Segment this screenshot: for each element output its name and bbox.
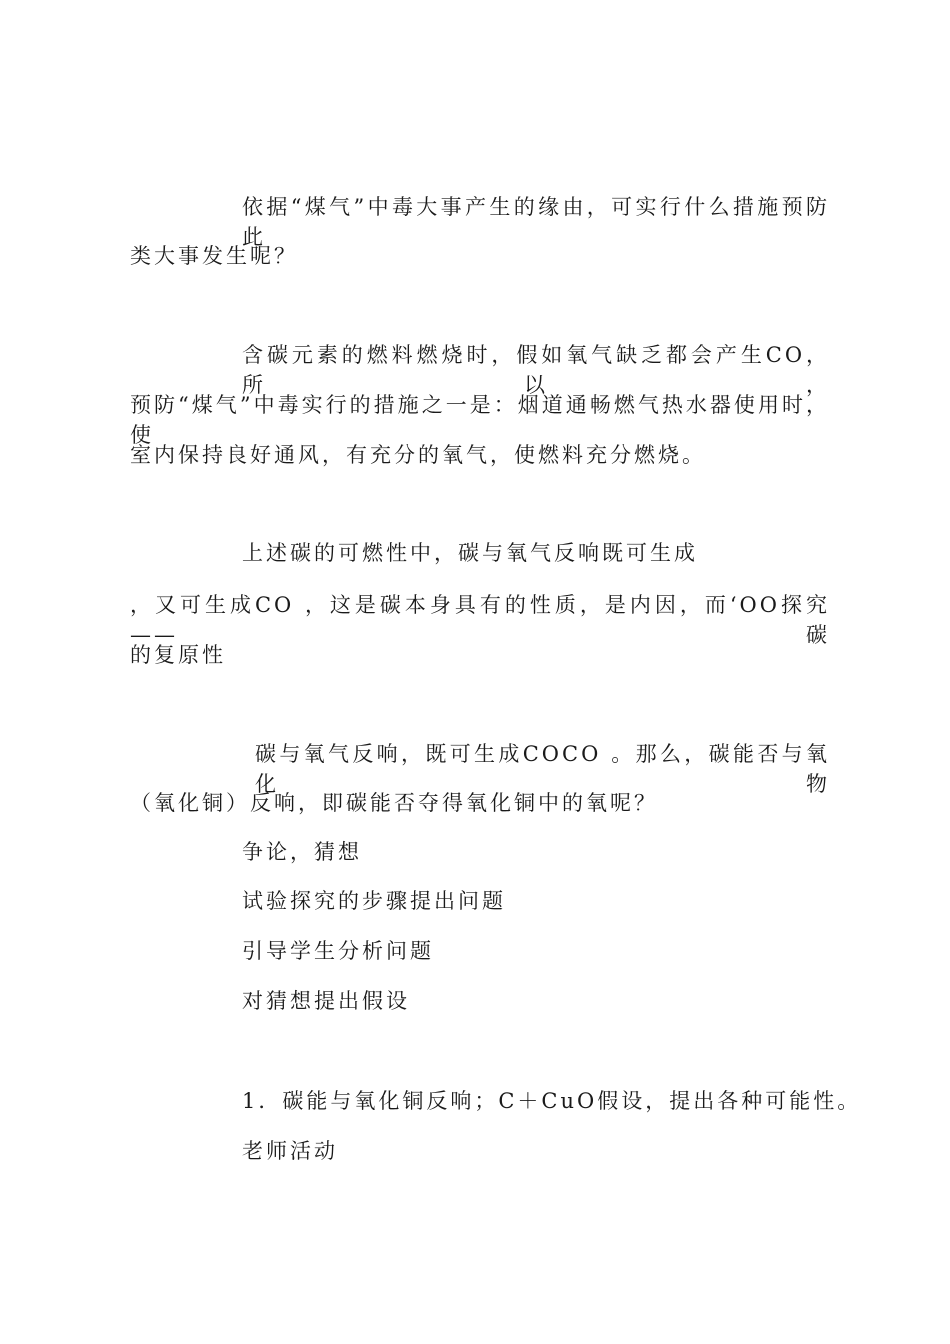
step-item-1: 争论，猜想 bbox=[242, 840, 362, 864]
paragraph-4-line-1: 碳与氧气反响，既可生成COCO 。那么，碳能否与氧化物 bbox=[255, 742, 830, 796]
paragraph-4-line-2: （氧化铜）反响，即碳能否夺得氧化铜中的氧呢？ bbox=[130, 791, 658, 815]
step-item-4: 对猜想提出假设 bbox=[242, 989, 410, 1013]
paragraph-3-line-3: 的复原性 bbox=[130, 643, 226, 667]
hypothesis-line: 1．碳能与氧化铜反响；C＋CuO假设，提出各种可能性。 bbox=[242, 1089, 862, 1113]
step-item-3: 引导学生分析问题 bbox=[242, 939, 434, 963]
paragraph-1-line-1: 依据“煤气”中毒大事产生的缘由，可实行什么措施预防此 bbox=[242, 195, 830, 249]
step-item-2: 试验探究的步骤提出问题 bbox=[242, 889, 506, 913]
paragraph-2-line-1: 含碳元素的燃料燃烧时，假如氧气缺乏都会产生CO，所以， bbox=[242, 343, 830, 397]
paragraph-3-line-1: 上述碳的可燃性中，碳与氧气反响既可生成 bbox=[242, 541, 698, 565]
paragraph-3-line-2: ，又可生成CO ，这是碳本身具有的性质，是内因，而‘OO探究——碳 bbox=[130, 593, 830, 647]
teacher-activity-label: 老师活动 bbox=[242, 1139, 338, 1163]
paragraph-1-line-2: 类大事发生呢？ bbox=[130, 244, 298, 268]
paragraph-2-line-3: 室内保持良好通风，有充分的氧气，使燃料充分燃烧。 bbox=[130, 443, 706, 467]
paragraph-2-line-2: 预防“煤气”中毒实行的措施之一是：烟道通畅燃气热水器使用时，使 bbox=[130, 393, 830, 447]
